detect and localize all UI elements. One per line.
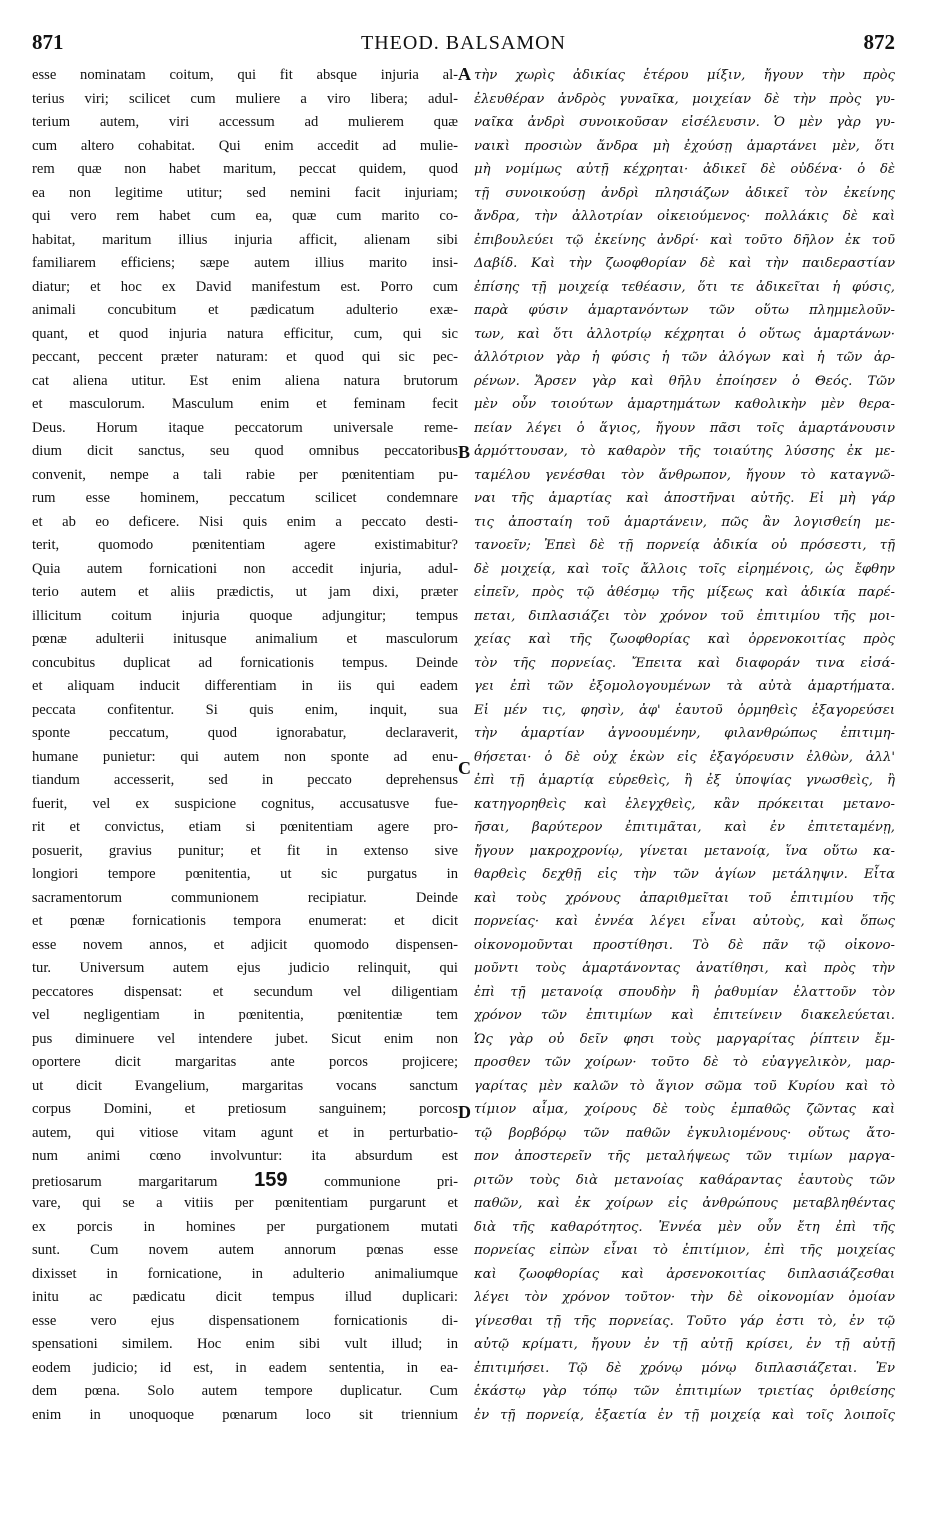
running-header	[32, 30, 895, 60]
latin-line: convenit, nempe a tali rabie per pœnitentiam pu-	[32, 466, 458, 483]
latin-column	[32, 64, 458, 1524]
greek-line: αὐτῷ κρίματι, ἤγουν ἐν τῇ αὐτῇ κρίσει, ἐν τῇ αὐτῇ	[474, 1337, 895, 1352]
latin-line: longiori tempore pœnitentia, ut sic purgatus in	[32, 866, 458, 882]
latin-line: posuerit, gravius punitur; et fit in extenso sive	[32, 842, 458, 859]
latin-line: autem, qui vitiose vitam agunt et in perturbatio-	[32, 1124, 458, 1141]
latin-line: esse novem annos, et adjicit quomodo dispensen-	[32, 936, 458, 953]
greek-line: γίνεσθαι τῇ τῆς πορνείας. Τοῦτο γάρ ἐστι τὸ, ἐν τῷ	[474, 1313, 895, 1329]
greek-line: ῆσαι, βαρύτερον ἐπιτιμᾶται, καὶ ἐν ἐπιτεταμένῃ,	[474, 820, 895, 835]
latin-line: terius viri; scilicet cum muliere a viro libera; adul-	[32, 90, 458, 107]
latin-line: tiandum accesserit, sed in peccato deprehensus	[32, 772, 458, 788]
greek-line: πορνείας· καὶ ἐννέα λέγει εἶναι αὐτοὺς, καὶ ὅπως	[474, 914, 895, 929]
greek-line: χρόνον τῶν ἐπιτιμίων καὶ ἐπιτείνειν διακελεύεται.	[474, 1008, 895, 1023]
greek-line: τίμιον αἷμα, χοίρους δὲ τοὺς ἐμπαθῶς ζῶντας καὶ	[474, 1102, 895, 1117]
greek-line: των, καὶ ὅτι ἀλλοτρίῳ κέχρηται ὁ οὕτως ἁμαρτάνων·	[474, 326, 895, 342]
latin-line: oportere dicit margaritas ante porcos projicere;	[32, 1054, 458, 1070]
greek-line: γαρίτας μὲν καλῶν τὸ ἅγιον σῶμα τοῦ Κυρίου καὶ τὸ	[474, 1078, 895, 1094]
latin-line: dem pœna. Solo autem tempore duplicatur. Cum	[32, 1383, 458, 1399]
greek-line: ριτῶν τοὺς διὰ μετανοίας καθάραντας ἑαυτοὺς τῶν	[474, 1172, 895, 1188]
greek-line: καὶ ζωοφθορίας καὶ ἀρσενοκοιτίας διπλασιάζεσθαι	[474, 1266, 895, 1282]
margin-marker-b: B	[458, 442, 471, 462]
greek-line: Δαβίδ. Καὶ τὴν ζωοφθορίαν δὲ καὶ τὴν παιδεραστίαν	[474, 256, 895, 271]
latin-line: tur. Universum autem ejus judicio relinquit, qui	[32, 960, 458, 976]
latin-line: spensationi similem. Hoc enim sibi vult illud; in	[32, 1336, 458, 1352]
greek-line: μὲν οὖν τοιούτων ἁμαρτημάτων καθολικὴν μὲν θερα-	[474, 397, 895, 412]
greek-line: πον ἀποστερεῖν τῆς μεταλήψεως τῶν τιμίων μαργα-	[474, 1149, 895, 1164]
left-page-number: 871	[32, 30, 64, 54]
latin-line: rum esse hominem, peccatum scilicet condemnare	[32, 490, 458, 506]
margin-marker-d: D	[458, 1102, 471, 1122]
greek-line: μὴ νομίμως αὐτῇ κέχρηται· ἀδικεῖ δὲ οὐδένα· ὁ δὲ	[474, 162, 895, 177]
latin-line: eodem judicio; id est, in eadem sententia, in ea-	[32, 1359, 458, 1376]
latin-line: familiarem efficiens; sæpe autem illius marito insi-	[32, 255, 458, 271]
greek-line: προσθεν τῶν χοίρων· τοῦτο δὲ τὸ εὐαγγελικὸν, μαρ-	[474, 1055, 895, 1070]
right-page-number: 872	[863, 30, 895, 54]
latin-line: et pœnæ fornicationis tempora enumerat: et dicit	[32, 913, 458, 929]
latin-line: terio autem et aliis prædictis, ut jam dixi, præter	[32, 584, 458, 600]
latin-line: fuerit, vel ex suspicione cognitus, accusatusve fue-	[32, 795, 458, 812]
greek-line: ταμέλου γενέσθαι τὸν ἄνθρωπον, ἤγουν τὸ καταγνῶ-	[474, 467, 895, 483]
greek-line: παθῶν, καὶ ἐκ χοίρων εἰς ἀνθρώπους μεταβληθέντας	[474, 1196, 895, 1211]
greek-line: ρένων. Ἄρσεν γὰρ καὶ θῆλυ ἐποίησεν ὁ Θεός. Τῶν	[474, 373, 895, 389]
latin-line: humane punietur: qui autem non sponte ad enu-	[32, 748, 458, 765]
greek-line: ἤγουν μακροχρονίῳ, γίνεται μετανοίᾳ, ἵνα οὕτω κα-	[474, 843, 895, 859]
latin-line: pœnæ adulterii initusque animalium et masculorum	[32, 631, 458, 647]
latin-line: ea non legitime utitur; sed nemini facit injuriam;	[32, 184, 458, 201]
latin-line: cum altero cohabitat. Qui enim accedit ad mulie-	[32, 137, 458, 154]
greek-line: τὴν χωρὶς ἀδικίας ἑτέρου μίξιν, ἤγουν τὴν πρὸς	[474, 68, 895, 83]
latin-line: vare, qui se a vitiis per pœnitentiam purgarunt et	[32, 1195, 458, 1211]
latin-line: illicitum coitum injuria quoque adjungitur; tempus	[32, 607, 458, 624]
greek-line: τις ἀποσταίη τοῦ ἁμαρτάνειν, πῶς ἂν λογισθείη με-	[474, 514, 895, 530]
greek-line: κατηγορηθεὶς καὶ ἐλεγχθεὶς, κἂν πρόκειται μετανο-	[474, 796, 895, 812]
latin-line: terit, quomodo pœnitentiam agere existimabitur?	[32, 537, 458, 553]
greek-line: διὰ τῆς καθαρότητος. Ἐννέα μὲν οὖν ἔτη ἐπὶ τῆς	[474, 1219, 895, 1235]
latin-line: pus diminuere vel intendere jubet. Sicut enim non	[32, 1030, 458, 1047]
greek-line: χείας καὶ τῆς ζωοφθορίας καὶ ὀρρενοκοιτίας πρὸς	[474, 632, 895, 647]
greek-line: τῷ βορβόρῳ τῶν παθῶν ἐγκυλιομένους· οὕτως ἄτο-	[474, 1125, 895, 1141]
greek-line: ἐπίσης τῇ μοιχείᾳ τεθέασιν, ὅτι τε ἀδικεῖται ἡ φύσις,	[474, 279, 895, 295]
latin-line: et aliquam inducit differentiam in iis qui eadem	[32, 678, 458, 694]
greek-line: ἐν τῇ πορνείᾳ, ἑξαετία ἐν τῇ μοιχείᾳ καὶ τοῖς λοιποῖς	[474, 1407, 895, 1423]
greek-line: τὴν ἁμαρτίαν ἀγνοουμένην, φιλανθρώπως ἐπιτιμη-	[474, 726, 895, 741]
latin-line: sponte peccatum, quod ignorabatur, declaraverit,	[32, 725, 458, 741]
latin-line: peccata confitentur. Si quis enim, inquit, sua	[32, 701, 458, 718]
latin-line: qui vero rem habet cum ea, quæ cum marito co-	[32, 208, 458, 224]
greek-line: πορνείας εἰπὼν εἶναι τὸ ἐπιτίμιον, ἐπὶ τῆς μοιχείας	[474, 1243, 895, 1258]
margin-marker-a: A	[458, 64, 471, 84]
greek-line: ἁρμόττουσαν, τὸ καθαρὸν τῆς τοιαύτης λύσσης ἐκ με-	[474, 444, 895, 459]
greek-line: λέγει τὸν χρόνον τοῦτον· τὴν δὲ οἰκονομίαν ὁμοίαν	[474, 1290, 895, 1305]
latin-line: initu ac pædicatu dicit tempus illud duplicari:	[32, 1289, 458, 1305]
greek-line: Εἰ μέν τις, φησὶν, ἀφ' ἑαυτοῦ ὁρμηθεὶς ἐξαγορεύσει	[474, 702, 895, 718]
greek-line: τανοεῖν; Ἐπεὶ δὲ τῇ πορνείᾳ ἀδικία οὐ πρόσεστι, τῇ	[474, 538, 895, 553]
greek-line: πείαν λέγει ὁ ἅγιος, ἤγουν πᾶσι τοῖς ἁμαρτάνουσιν	[474, 420, 895, 436]
latin-line: esse nominatam coitum, qui fit absque injuria al-	[32, 67, 458, 83]
greek-line: τῇ συνοικούσῃ ἀνδρὶ πλησιάζων ἀδικεῖ τὸν ἐκείνης	[474, 185, 895, 201]
latin-line: ut dicit Evangelium, margaritas vocans sanctum	[32, 1077, 458, 1094]
plate-number: 159	[254, 1168, 288, 1191]
greek-line: ἑκάστῳ γὰρ τόπῳ τῶν ἐπιτιμίων τριετίας ὁριθείσης	[474, 1384, 895, 1399]
latin-line: rem quæ non habet maritum, peccat quidem, quod	[32, 161, 458, 177]
latin-line-part: pretiosarum margaritarum	[32, 1173, 255, 1190]
latin-line: concubitus duplicat ad fornicationis tempus. Deinde	[32, 654, 458, 671]
greek-line: μοῦντι τοὺς ἁμαρτάνοντας ἀνατίθησι, καὶ πρὸς τὴν	[474, 961, 895, 976]
greek-column	[474, 64, 895, 1524]
greek-line: θήσεται· ὁ δὲ οὐχ ἑκὼν εἰς ἐξαγόρευσιν ἐλθὼν, ἀλλ'	[474, 749, 895, 765]
latin-line: sunt. Cum novem autem annorum pœnas esse	[32, 1242, 458, 1258]
greek-line: Ὡς γὰρ οὐ δεῖν φησι τοὺς μαργαρίτας ῥίπτειν ἔμ-	[474, 1031, 895, 1047]
latin-line: ex porcis in homines per purgationem mutati	[32, 1218, 458, 1235]
latin-line: enim in unoquoque pœnarum loco sit triennium	[32, 1406, 458, 1423]
latin-line: esse vero ejus dispensationem fornicationis di-	[32, 1312, 458, 1329]
latin-line-part: communione pri-	[287, 1173, 458, 1190]
greek-line: καὶ τοὺς χρόνους ἀπαριθμεῖται τοῦ ἐπιτιμίου τῆς	[474, 890, 895, 906]
latin-line: Deus. Horum itaque peccatorum universale reme-	[32, 419, 458, 436]
latin-line: dixisset in fornicatione, in adulterio animaliumque	[32, 1265, 458, 1282]
latin-line: cat aliena utitur. Est enim aliena natura brutorum	[32, 372, 458, 389]
latin-line: peccant, peccent præter naturam: et quod qui sic pec-	[32, 349, 458, 365]
latin-line: quant, et quod injuria natura efficitur, cum, qui sic	[32, 325, 458, 342]
greek-line: ναι τῆς ἁμαρτίας καὶ ἀποστῆναι αὐτῆς. Εἰ μὴ γάρ	[474, 491, 895, 506]
latin-line	[32, 1169, 458, 1193]
greek-line: ἄνδρα, τὴν ἀλλοτρίαν οἰκειούμενος· πολλάκις δὲ καὶ	[474, 209, 895, 224]
greek-line: οἰκονομοῦνται προστίθησι. Τὸ δὲ πᾶν τῷ οἰκονο-	[474, 937, 895, 953]
latin-line: sacramentorum communionem recipiatur. Deinde	[32, 889, 458, 906]
latin-line: animali concubitum et pædicatum adulterio exæ-	[32, 302, 458, 318]
running-title: THEOD. BALSAMON	[361, 32, 566, 54]
greek-line: ἐπὶ τῇ ἁμαρτίᾳ εὑρεθεὶς, ἢ ἐξ ὑποψίας γνωσθεὶς, ἢ	[474, 773, 895, 788]
greek-line: ναικὶ προσιὼν ἄνδρα μὴ ἐχούσῃ ἁμαρτάνει μὲν, ὅτι	[474, 138, 895, 154]
latin-line: habitat, maritum illius injuria afficit, alienam sibi	[32, 231, 458, 248]
greek-line: ἐπιβουλεύει τῷ ἐκείνης ἀνδρί· καὶ τοῦτο δῆλον ἐκ τοῦ	[474, 232, 895, 248]
latin-line: et masculorum. Masculum enim et feminam fecit	[32, 396, 458, 412]
latin-line: num animi cœno involvuntur: ita absurdum est	[32, 1148, 458, 1164]
latin-line: terium autem, viri accessum ad mulierem quæ	[32, 114, 458, 130]
greek-line: ἐλευθέραν ἀνδρὸς γυναῖκα, μοιχείαν δὲ τὴν πρὸς γυ-	[474, 91, 895, 107]
greek-line: ἀλλότριον γὰρ ἡ φύσις ἡ τῶν ἀλόγων καὶ ἡ τῶν ἀρ-	[474, 350, 895, 365]
latin-line: peccatores dispensat: et secundum vel diligentiam	[32, 983, 458, 1000]
latin-line: Quia autem fornicationi non accedit injuria, adul-	[32, 560, 458, 577]
greek-line: πεται, διπλασιάζει τὸν χρόνον τοῦ ἐπιτιμίου τῆς μοι-	[474, 608, 895, 624]
greek-line: ἐπὶ τῇ μετανοίᾳ σπουδὴν ἢ ῥαθυμίαν ἐλαττοῦν τὸν	[474, 984, 895, 1000]
greek-line: θαρθεὶς δεχθῇ εἰς τὴν τῶν ἁγίων μετάληψιν. Εἶτα	[474, 867, 895, 882]
greek-line: παρὰ φύσιν ἁμαρτανόντων τῶν οὕτω πλημμελοῦν-	[474, 303, 895, 318]
latin-line: corpus Domini, et pretiosum sanguinem; porcos	[32, 1101, 458, 1117]
latin-line: dium dicit sanctus, seu quod omnibus peccatoribus	[32, 443, 458, 459]
latin-line: rit et convictus, etiam si pœnitentiam agere pro-	[32, 819, 458, 835]
latin-line: vel negligentiam in pœnitentia, pœnitentiæ tem	[32, 1007, 458, 1023]
greek-line: δὲ μοιχείᾳ, καὶ τοῖς ἄλλοις τοῖς εἰρημένοις, ὡς ἔφθην	[474, 561, 895, 577]
latin-line: et ab eo deficere. Nisi quis enim a peccato desti-	[32, 513, 458, 530]
greek-line: ναῖκα ἀνδρὶ συνοικοῦσαν εἰσέλευσιν. Ὁ μὲν γὰρ γυ-	[474, 115, 895, 130]
greek-line: τὸν τῆς πορνείας. Ἔπειτα καὶ διαφοράν τινα εἰσά-	[474, 655, 895, 671]
greek-line: εἰπεῖν, πρὸς τῷ ἀθέσμῳ τῆς μίξεως καὶ ἀδικία παρέ-	[474, 585, 895, 600]
margin-marker-c: C	[458, 758, 471, 778]
greek-line: ἐπιτιμήσει. Τῷ δὲ χρόνῳ μόνῳ διπλασιάζεται. Ἐν	[474, 1360, 895, 1376]
greek-line: γει ἐπὶ τῶν ἐξομολογουμένων τὰ αὐτὰ ἁμαρτήματα.	[474, 679, 895, 694]
latin-line: diatur; et hoc ex David manifestum est. Porro cum	[32, 278, 458, 295]
